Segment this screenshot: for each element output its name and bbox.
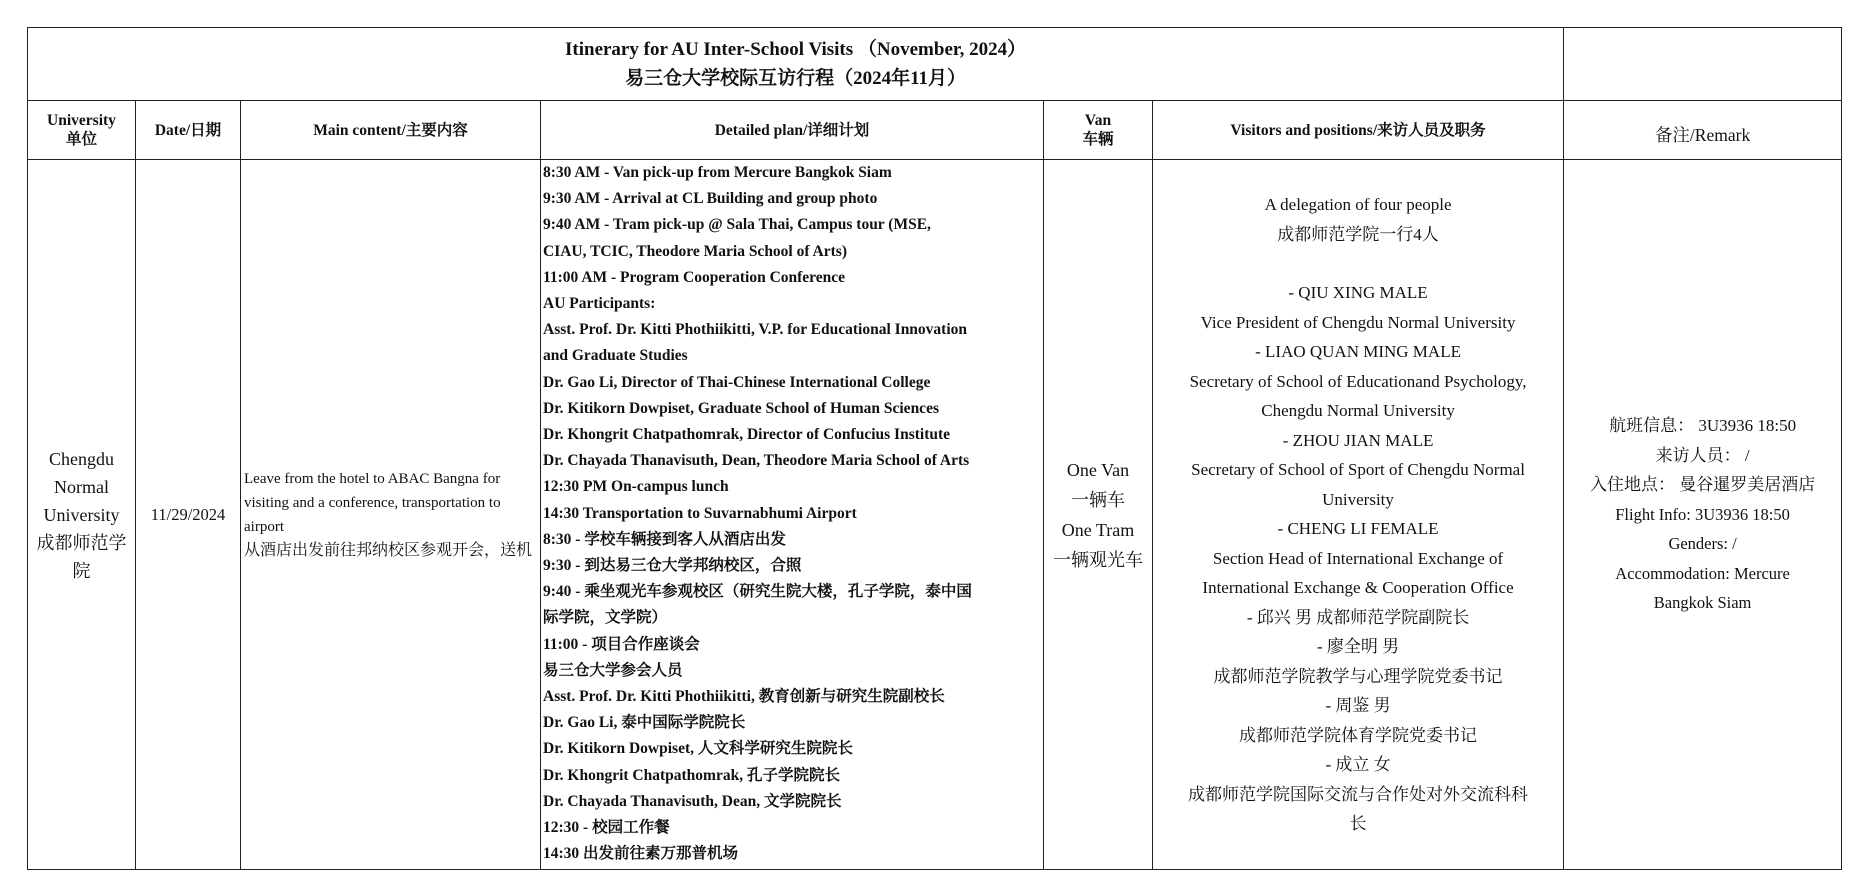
plan-line: Dr. Kitikorn Dowpiset, Graduate School of Human Sciences — [543, 399, 939, 417]
visitor-line: Vice President of Chengdu Normal University — [1200, 312, 1516, 332]
remark-line: Bangkok Siam — [1653, 593, 1752, 613]
plan-line: 9:30 AM - Arrival at CL Building and group photo — [543, 190, 878, 208]
plan-line: Dr. Gao Li, 泰中国际学院院长 — [543, 714, 746, 732]
plan-line: 9:40 - 乘坐观光车参观校区（研究生院大楼，孔子学院，泰中国 — [543, 583, 972, 601]
remark-line: Genders: / — [1668, 534, 1737, 554]
plan-line: Dr. Gao Li, Director of Thai-Chinese International College — [543, 373, 931, 391]
visitor-line: Chengdu Normal University — [1261, 401, 1455, 421]
plan-line: 11:00 - 项目合作座谈会 — [543, 635, 700, 653]
plan-line: Asst. Prof. Dr. Kitti Phothiikitti, V.P. for Educational Innovation — [543, 321, 968, 339]
itinerary-sheet — [27, 27, 1841, 870]
plan-line: CIAU, TCIC, Theodore Maria School of Arts) — [543, 242, 847, 260]
header-remark: 备注/Remark — [1564, 101, 1842, 160]
plan-line: 易三仓大学参会人员 — [543, 661, 683, 679]
remark-line: 入住地点： 曼谷暹罗美居酒店 — [1589, 475, 1816, 495]
visitor-line: 成都师范学院体育学院党委书记 — [1239, 725, 1478, 745]
header-row — [28, 101, 1842, 160]
plan-line: and Graduate Studies — [543, 347, 688, 365]
plan-line: 12:30 PM On-campus lunch — [543, 478, 729, 496]
header-date: Date/日期 — [136, 101, 241, 160]
cell-van: One Van 一辆车 One Tram 一辆观光车 — [1044, 160, 1153, 870]
cell-visitors — [1153, 160, 1564, 870]
table-row — [28, 160, 1842, 870]
plan-line: 14:30 出发前往素万那普机场 — [543, 845, 739, 863]
plan-line: 11:00 AM - Program Cooperation Conference — [543, 268, 846, 286]
plan-line: 9:30 - 到达易三仓大学邦纳校区，合照 — [543, 557, 802, 575]
plan-line: Dr. Chayada Thanavisuth, Dean, 文学院院长 — [543, 792, 842, 810]
cell-main-content — [241, 160, 541, 870]
remark-line: 来访人员： / — [1655, 445, 1750, 465]
visitor-line: University — [1322, 489, 1394, 509]
visitor-line: - LIAO QUAN MING MALE — [1255, 342, 1461, 362]
title-chinese: 易三仓大学校际互访行程（2024年11月） — [625, 68, 967, 89]
cell-university: Chengdu Normal University 成都师范学 院 — [28, 160, 136, 870]
title-remark-blank — [1564, 28, 1842, 101]
plan-line: 14:30 Transportation to Suvarnabhumi Airport — [543, 504, 857, 522]
visitor-line: - 邱兴 男 成都师范学院副院长 — [1246, 607, 1470, 627]
visitor-line: - 周鉴 男 — [1325, 696, 1391, 716]
plan-line: Dr. Khongrit Chatpathomrak, 孔子学院院长 — [543, 766, 840, 784]
plan-line: Dr. Khongrit Chatpathomrak, Director of Confucius Institute — [543, 426, 951, 444]
header-van: Van 车辆 — [1044, 101, 1153, 160]
visitor-line: 成都师范学院国际交流与合作处对外交流科科 — [1188, 784, 1529, 804]
main-content-chinese: 从酒店出发前往邦纳校区参观开会，送机 — [244, 541, 533, 559]
cell-remark — [1564, 160, 1842, 870]
plan-line: 12:30 - 校园工作餐 — [543, 819, 670, 837]
visitor-line: 成都师范学院教学与心理学院党委书记 — [1213, 666, 1503, 686]
remark-line: Flight Info: 3U3936 18:50 — [1615, 504, 1790, 524]
itinerary-table — [27, 27, 1842, 870]
header-visitors: Visitors and positions/来访人员及职务 — [1153, 101, 1564, 160]
visitor-line: - ZHOU JIAN MALE — [1282, 430, 1434, 450]
main-content-english: Leave from the hotel to ABAC Bangna for visiting and a conference, transportation to airport — [244, 470, 501, 535]
delegation-summary: A delegation of four people — [1264, 195, 1452, 215]
visitor-line: 长 — [1349, 814, 1367, 834]
plan-line: Dr. Chayada Thanavisuth, Dean, Theodore Maria School of Arts — [543, 452, 970, 470]
remark-line: Accommodation: Mercure — [1615, 563, 1790, 583]
visitor-line: - 廖全明 男 — [1316, 637, 1400, 657]
visitor-line: International Exchange & Cooperation Office — [1202, 578, 1514, 598]
plan-line: 际学院，文学院） — [543, 609, 668, 627]
title-row — [28, 28, 1842, 101]
remark-line: 航班信息： 3U3936 18:50 — [1609, 416, 1797, 436]
visitor-line: Section Head of International Exchange of — [1212, 548, 1504, 568]
delegation-summary-cn: 成都师范学院一行4人 — [1277, 224, 1439, 244]
visitor-line: - CHENG LI FEMALE — [1277, 519, 1439, 539]
plan-line: Asst. Prof. Dr. Kitti Phothiikitti, 教育创新与研究生院副校长 — [543, 688, 945, 706]
header-university: University 单位 — [28, 101, 136, 160]
cell-detailed-plan — [541, 160, 1044, 870]
header-detailed-plan: Detailed plan/详细计划 — [541, 101, 1044, 160]
visitor-line: Secretary of School of Sport of Chengdu Normal — [1191, 460, 1525, 480]
plan-line: 9:40 AM - Tram pick-up @ Sala Thai, Campus tour (MSE, — [543, 216, 931, 234]
title-english: Itinerary for AU Inter-School Visits （November, 2024） — [565, 39, 1027, 60]
plan-line: 8:30 - 学校车辆接到客人从酒店出发 — [543, 530, 786, 548]
visitor-line: - QIU XING MALE — [1288, 283, 1428, 303]
plan-line: Dr. Kitikorn Dowpiset, 人文科学研究生院院长 — [543, 740, 853, 758]
visitor-line: - 成立 女 — [1325, 755, 1391, 775]
cell-date: 11/29/2024 — [136, 160, 241, 870]
header-main-content: Main content/主要内容 — [241, 101, 541, 160]
plan-line: AU Participants: — [543, 295, 656, 313]
table-title — [28, 28, 1564, 101]
plan-line: 8:30 AM - Van pick-up from Mercure Bangkok Siam — [543, 164, 892, 181]
visitor-line: Secretary of School of Educationand Psychology, — [1189, 371, 1527, 391]
